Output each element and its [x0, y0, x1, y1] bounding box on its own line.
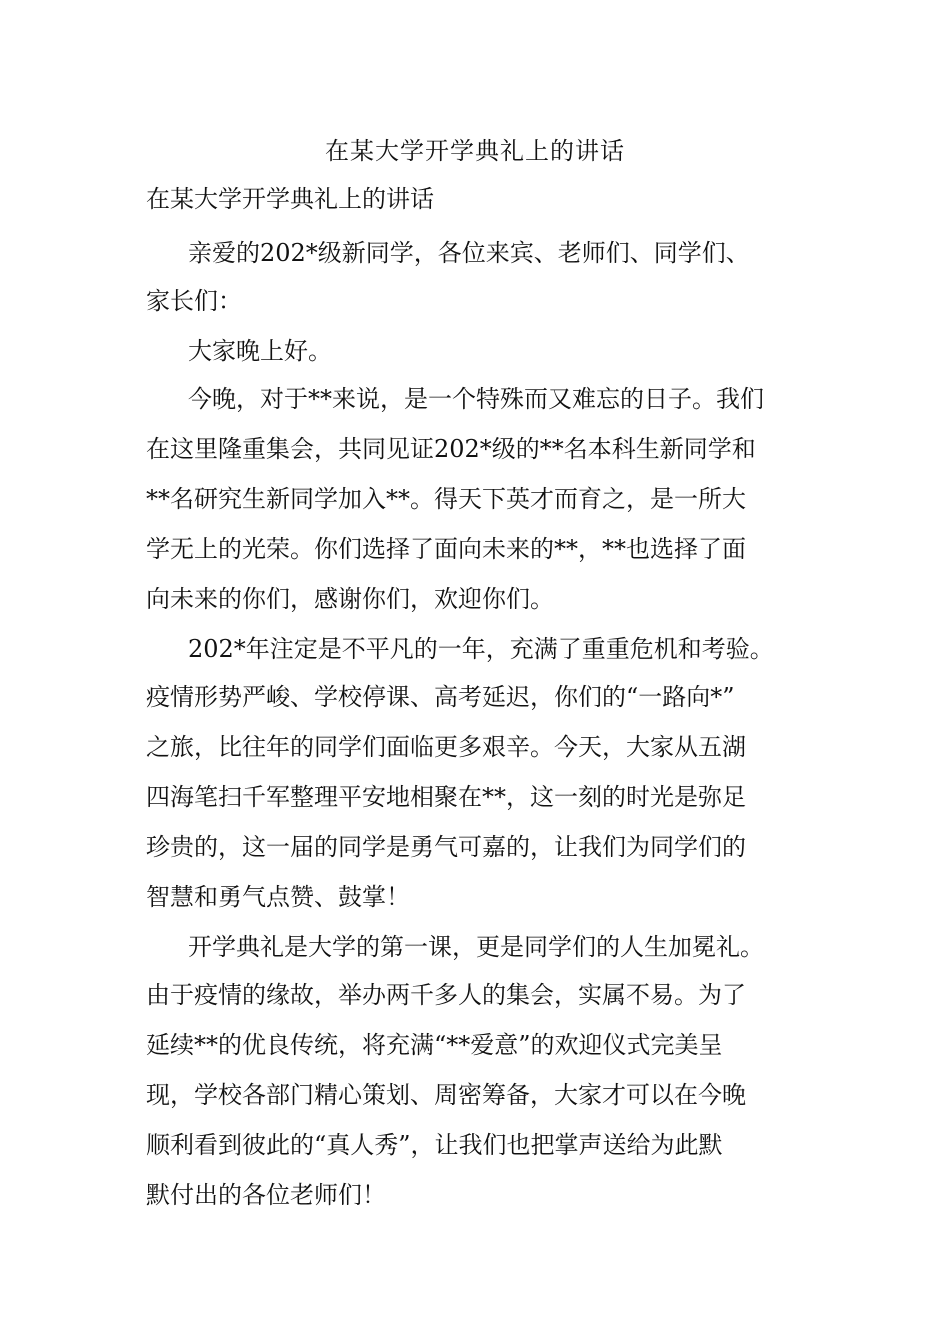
paragraph-line: 现，学校各部门精心策划、周密筹备，大家才可以在今晚 [146, 1081, 746, 1109]
paragraph-line: 家长们： [146, 287, 242, 315]
document-title: 在某大学开学典礼上的讲话 [325, 137, 625, 165]
paragraph-line: 开学典礼是大学的第一课，更是同学们的人生加冕礼。 [188, 933, 764, 961]
paragraph-line: 202*年注定是不平凡的一年，充满了重重危机和考验。 [188, 635, 774, 663]
paragraph-line: 智慧和勇气点赞、鼓掌！ [146, 883, 410, 911]
paragraph-line: 学无上的光荣。你们选择了面向未来的**，**也选择了面 [146, 535, 746, 563]
paragraph-line: 由于疫情的缘故，举办两千多人的集会，实属不易。为了 [146, 981, 746, 1009]
paragraph-line: 亲爱的202*级新同学，各位来宾、老师们、同学们、 [188, 239, 750, 267]
paragraph-line: 延续**的优良传统，将充满“**爱意”的欢迎仪式完美呈 [146, 1031, 723, 1059]
paragraph-line: 疫情形势严峻、学校停课、高考延迟，你们的“一路向*” [146, 683, 735, 711]
paragraph-line: 顺利看到彼此的“真人秀”，让我们也把掌声送给为此默 [146, 1131, 723, 1159]
paragraph-line: 大家晚上好。 [188, 337, 332, 365]
paragraph-line: 向未来的你们，感谢你们，欢迎你们。 [146, 585, 554, 613]
paragraph-line: 之旅，比往年的同学们面临更多艰辛。今天，大家从五湖 [146, 733, 746, 761]
paragraph-line: 珍贵的，这一届的同学是勇气可嘉的，让我们为同学们的 [146, 833, 746, 861]
document-subtitle: 在某大学开学典礼上的讲话 [146, 185, 434, 213]
paragraph-line: 默付出的各位老师们！ [146, 1181, 386, 1209]
paragraph-line: 四海笔扫千军整理平安地相聚在**，这一刻的时光是弥足 [146, 783, 746, 811]
paragraph-line: 今晚，对于**来说，是一个特殊而又难忘的日子。我们 [188, 385, 764, 413]
paragraph-line: 在这里隆重集会，共同见证202*级的**名本科生新同学和 [146, 435, 756, 463]
paragraph-line: **名研究生新同学加入**。得天下英才而育之，是一所大 [146, 485, 746, 513]
